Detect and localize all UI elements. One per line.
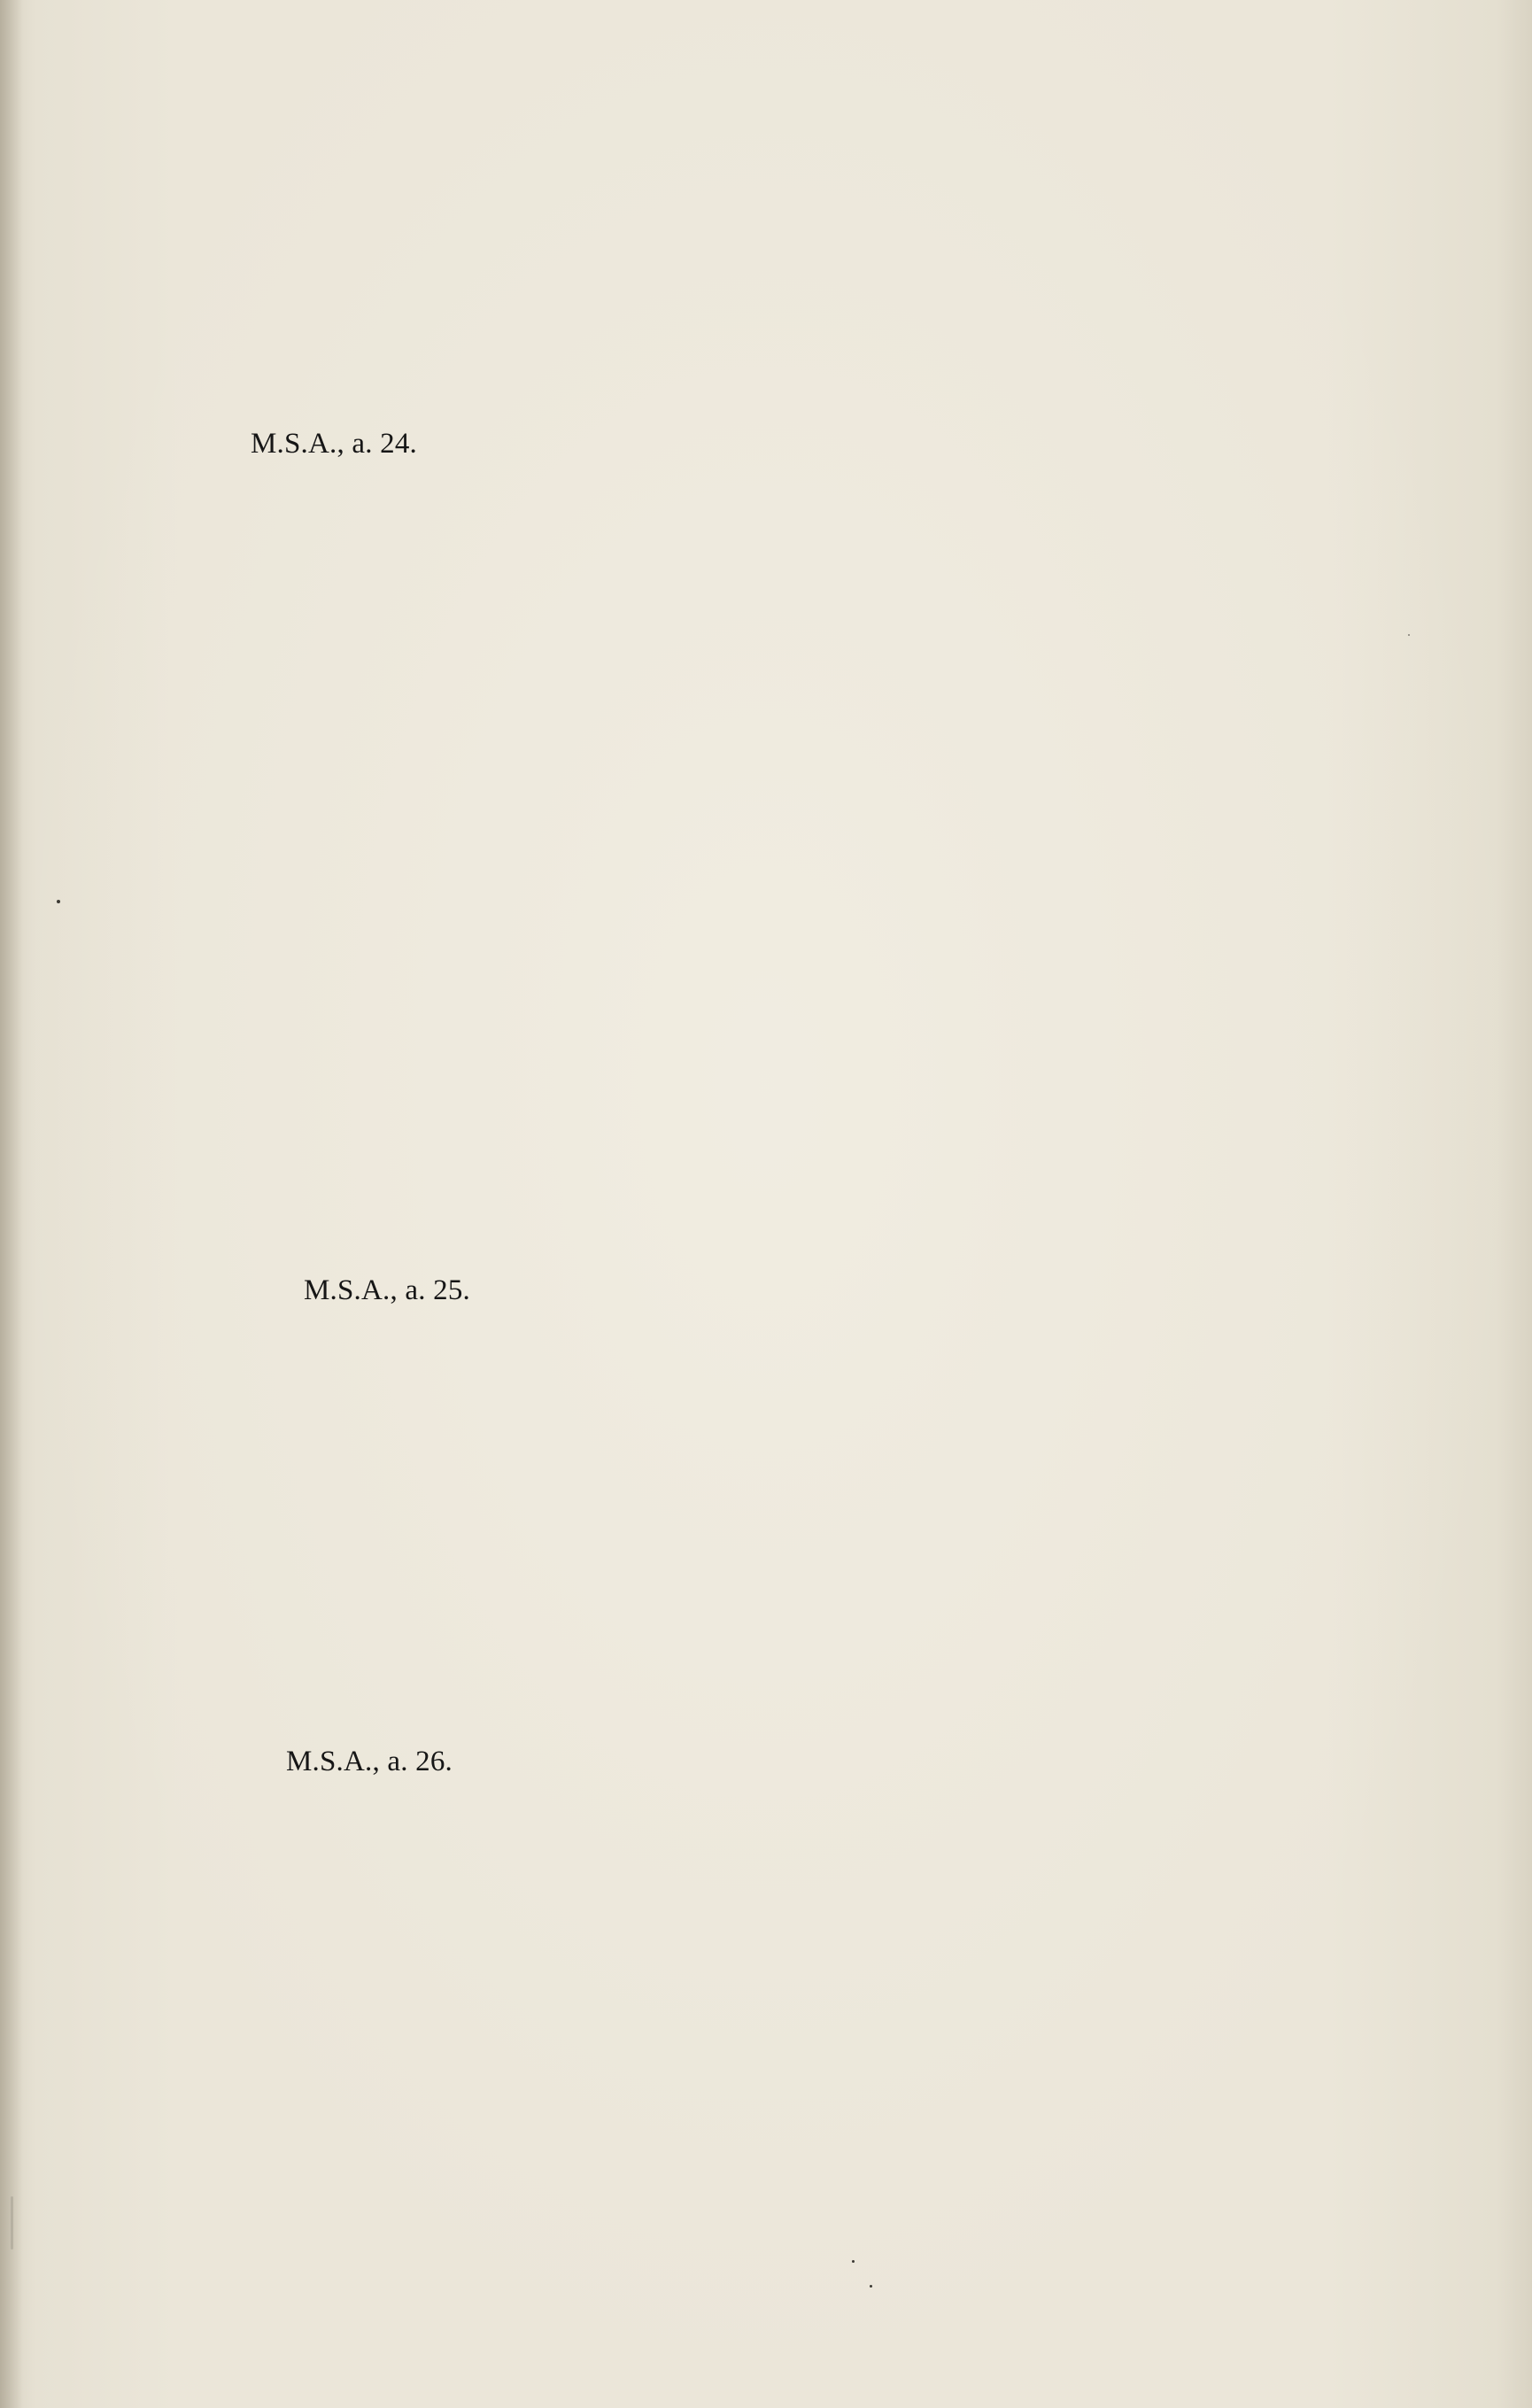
paper-speck [870, 2285, 872, 2288]
binding-shadow [0, 0, 23, 2408]
paper-speck [57, 900, 60, 903]
marginal-reference-msa-25: M.S.A., a. 25. [304, 1274, 470, 1306]
paper-mark [11, 2196, 13, 2249]
marginal-reference-msa-24: M.S.A., a. 24. [251, 428, 417, 460]
marginal-reference-msa-26: M.S.A., a. 26. [286, 1746, 453, 1777]
paper-speck [1408, 634, 1410, 636]
paper-speck [852, 2260, 855, 2263]
